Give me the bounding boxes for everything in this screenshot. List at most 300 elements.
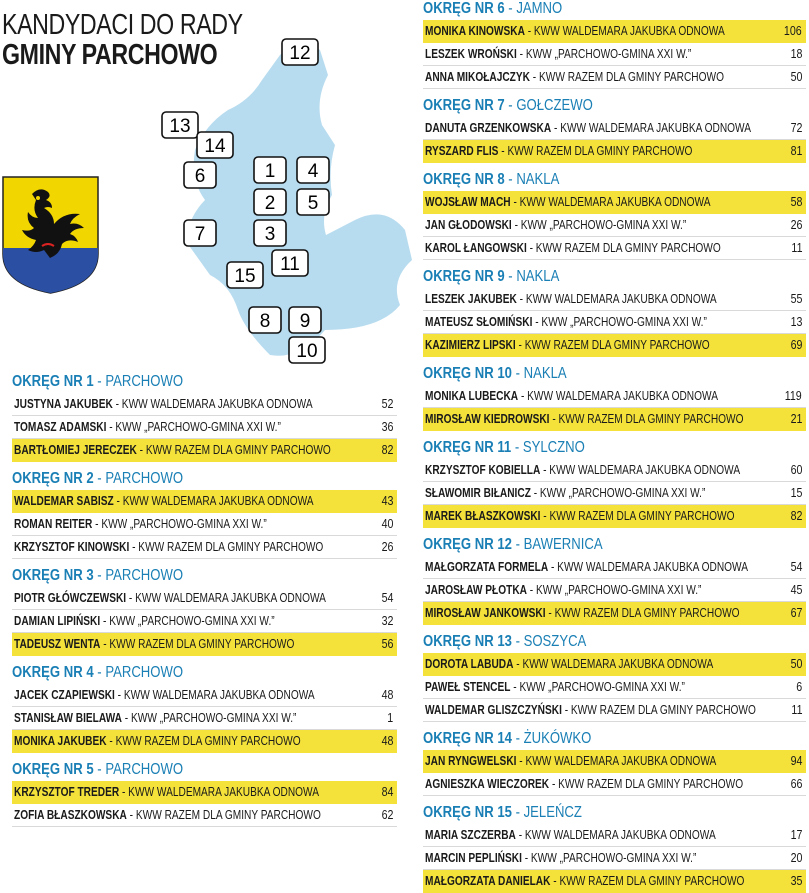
candidate-votes: 17 [790,827,802,842]
svg-text:6: 6 [194,166,206,187]
candidate-committee: KWW WALDEMARA JAKUBKA ODNOWA [557,559,748,574]
candidate-row [423,311,806,334]
candidate-row-winner [423,750,806,773]
map-district-label-8 [249,307,281,333]
candidate-votes: 32 [381,613,393,628]
district-separator: - [93,664,106,681]
candidate-votes: 52 [381,396,393,411]
svg-text:3: 3 [264,224,276,245]
district-number: OKRĘG NR 7 [423,97,505,114]
map-district-label-7 [184,220,216,246]
district-heading [423,169,737,191]
map-district-label-4 [297,157,329,183]
candidate-votes: 81 [790,143,802,158]
svg-text:15: 15 [234,266,256,287]
district-section [423,802,806,893]
candidate-name: MAŁGORZATA DANIELAK [425,873,551,888]
candidate-committee: KWW RAZEM DLA GMINY PARCHOWO [524,337,710,352]
candidate-separator: - [511,217,521,232]
district-separator: - [504,97,517,114]
candidate-votes: 94 [790,753,802,768]
map-district-label-14 [197,132,233,158]
candidate-row [423,579,806,602]
candidate-committee: KWW RAZEM DLA GMINY PARCHOWO [559,873,745,888]
candidate-row-winner [423,870,806,893]
candidate-committee: KWW „PARCHOWO-GMINA XXI W.” [101,516,267,531]
candidate-name: DOROTA LABUDA [425,656,514,671]
candidate-name: MATEUSZ SŁOMIŃSKI [425,314,533,329]
svg-text:4: 4 [307,161,319,182]
district-number: OKRĘG NR 8 [423,171,505,188]
candidate-committee: KWW WALDEMARA JAKUBKA ODNOWA [525,291,717,306]
candidate-votes: 67 [790,605,802,620]
candidate-votes: 72 [790,120,802,135]
candidate-row-winner [423,408,806,431]
candidate-separator: - [521,850,531,865]
candidate-row [12,684,397,707]
candidate-name: ZOFIA BŁASZKOWSKA [14,807,127,822]
district-section [12,759,397,827]
district-section [423,0,806,89]
district-place: BAWERNICA [523,536,603,553]
candidate-row-winner [12,781,397,804]
candidate-name: MIROSŁAW KIEDROWSKI [425,411,550,426]
candidate-votes: 21 [790,411,802,426]
candidate-votes: 54 [381,590,393,605]
candidate-row-winner [12,439,397,462]
candidate-separator: - [549,776,559,791]
candidate-separator: - [545,605,555,620]
candidate-separator: - [561,702,571,717]
district-section [12,468,397,559]
coat-of-arms-icon [2,176,99,294]
left-column [12,365,397,827]
candidate-row [423,676,806,699]
candidate-row [423,214,806,237]
candidate-row-winner [12,490,397,513]
map-district-label-13 [162,112,198,138]
map-district-label-2 [254,189,286,215]
candidate-name: MONIKA LUBECKA [425,388,519,403]
candidate-votes: 82 [381,442,393,457]
map-district-label-1 [254,157,286,183]
district-heading [423,802,737,824]
candidate-separator: - [516,46,526,61]
svg-text:14: 14 [204,136,226,157]
district-place: PARCHOWO [105,664,184,681]
candidate-votes: 13 [790,314,802,329]
candidate-separator: - [516,753,526,768]
candidate-separator: - [136,442,146,457]
candidate-votes: 26 [790,217,802,232]
candidate-name: KRZYSZTOF TREDER [14,784,120,799]
district-section [423,437,806,528]
district-number: OKRĘG NR 12 [423,536,512,553]
candidate-committee: KWW WALDEMARA JAKUBKA ODNOWA [525,753,717,768]
district-place: JELEŃCZ [523,804,582,821]
candidate-row [12,804,397,827]
candidate-committee: KWW „PARCHOWO-GMINA XXI W.” [539,485,706,500]
candidate-committee: KWW RAZEM DLA GMINY PARCHOWO [138,539,324,554]
district-heading [423,437,737,459]
candidate-separator: - [126,590,136,605]
svg-text:2: 2 [264,193,276,214]
candidate-committee: KWW RAZEM DLA GMINY PARCHOWO [535,240,721,255]
candidate-name: PIOTR GŁÓWCZEWSKI [14,590,127,605]
candidate-committee: KWW RAZEM DLA GMINY PARCHOWO [145,442,331,457]
district-place: PARCHOWO [105,567,184,584]
candidate-row-winner [423,20,806,43]
candidate-separator: - [510,679,520,694]
candidate-row-winner [423,653,806,676]
candidate-votes: 62 [381,807,393,822]
district-place: NAKLA [516,171,560,188]
candidate-separator: - [549,411,559,426]
candidate-votes: 1 [387,710,393,725]
candidate-committee: KWW RAZEM DLA GMINY PARCHOWO [507,143,693,158]
candidate-committee: KWW „PARCHOWO-GMINA XXI W.” [541,314,707,329]
map-district-label-11 [272,250,308,276]
district-separator: - [511,730,524,747]
district-heading [423,728,737,750]
candidate-committee: KWW WALDEMARA JAKUBKA ODNOWA [533,23,725,38]
svg-text:12: 12 [289,43,311,64]
candidate-separator: - [518,388,528,403]
candidate-votes: 60 [790,462,802,477]
candidate-committee: KWW RAZEM DLA GMINY PARCHOWO [538,69,724,84]
district-separator: - [511,633,524,650]
candidate-row [423,699,806,722]
district-number: OKRĘG NR 3 [12,567,94,584]
svg-text:1: 1 [264,161,276,182]
candidate-separator: - [92,516,102,531]
candidate-name: KRZYSZTOF KINOWSKI [14,539,130,554]
candidate-name: ROMAN REITER [14,516,93,531]
candidate-row-winner [12,730,397,753]
candidate-committee: KWW WALDEMARA JAKUBKA ODNOWA [128,784,319,799]
candidate-votes: 50 [790,656,802,671]
candidate-separator: - [112,396,122,411]
candidate-name: TADEUSZ WENTA [14,636,101,651]
district-section [423,266,806,357]
candidate-committee: KWW „PARCHOWO-GMINA XXI W.” [109,613,275,628]
candidate-name: WALDEMAR SABISZ [14,493,114,508]
candidate-votes: 11 [790,240,802,255]
candidate-row-winner [423,334,806,357]
svg-text:5: 5 [307,193,319,214]
map-district-label-10 [289,337,325,363]
candidate-row [423,824,806,847]
district-separator: - [93,567,106,584]
district-place: NAKLA [516,268,560,285]
candidate-votes: 11 [790,702,802,717]
candidate-row-winner [423,602,806,625]
district-heading [12,759,328,781]
candidate-name: KAZIMIERZ LIPSKI [425,337,516,352]
candidate-committee: KWW „PARCHOWO-GMINA XXI W.” [535,582,702,597]
candidate-row-winner [423,140,806,163]
candidate-separator: - [498,143,508,158]
district-section [12,662,397,753]
candidate-row [12,536,397,559]
candidate-votes: 40 [381,516,393,531]
district-number: OKRĘG NR 13 [423,633,512,650]
candidate-name: TOMASZ ADAMSKI [14,419,107,434]
district-heading [423,363,737,385]
candidate-name: SŁAWOMIR BIŁANICZ [425,485,531,500]
candidate-row [12,513,397,536]
district-place: SYLCZNO [522,439,585,456]
candidate-votes: 20 [790,850,802,865]
svg-text:8: 8 [259,311,271,332]
map-district-label-3 [254,220,286,246]
candidate-separator: - [510,194,520,209]
candidate-separator: - [113,493,123,508]
candidate-separator: - [540,508,550,523]
map-district-label-6 [184,162,216,188]
candidate-name: STANISŁAW BIELAWA [14,710,122,725]
district-separator: - [504,171,517,188]
candidate-name: JAN RYNGWELSKI [425,753,517,768]
candidate-separator: - [119,784,129,799]
candidate-name: MARCIN PEPLIŃSKI [425,850,522,865]
district-separator: - [504,0,517,17]
candidate-votes: 84 [381,784,393,799]
district-heading [423,534,737,556]
district-section [423,631,806,722]
candidate-votes: 36 [381,419,393,434]
candidate-committee: KWW RAZEM DLA GMINY PARCHOWO [109,636,295,651]
candidate-separator: - [513,656,523,671]
district-section [423,95,806,163]
candidate-votes: 119 [784,388,802,403]
candidate-row [12,587,397,610]
candidate-row-winner [423,191,806,214]
candidate-row [423,117,806,140]
candidate-separator: - [530,485,540,500]
candidate-votes: 58 [790,194,802,209]
candidate-votes: 43 [381,493,393,508]
candidate-name: BARTŁOMIEJ JERECZEK [14,442,137,457]
candidate-votes: 48 [381,687,393,702]
district-place: PARCHOWO [105,373,184,390]
candidate-name: MONIKA JAKUBEK [14,733,107,748]
candidate-separator: - [526,240,536,255]
district-place: ŻUKÓWKO [523,730,592,747]
candidate-votes: 54 [790,559,802,574]
candidate-separator: - [114,687,124,702]
candidate-row [423,847,806,870]
candidate-name: JAROSŁAW PŁOTKA [425,582,527,597]
district-heading [423,631,737,653]
district-number: OKRĘG NR 9 [423,268,505,285]
district-section [423,363,806,431]
district-place: NAKLA [523,365,567,382]
candidate-row [423,482,806,505]
candidate-name: KRZYSZTOF KOBIELLA [425,462,541,477]
district-place: PARCHOWO [105,761,184,778]
candidate-votes: 82 [790,508,802,523]
district-number: OKRĘG NR 15 [423,804,512,821]
svg-text:11: 11 [280,254,300,275]
candidate-row [423,237,806,260]
candidate-row [12,393,397,416]
candidate-votes: 50 [790,69,802,84]
candidate-votes: 6 [796,679,802,694]
candidate-row-winner [12,633,397,656]
title-line-1: KANDYDACI DO RADY [2,9,243,41]
district-number: OKRĘG NR 14 [423,730,512,747]
district-separator: - [511,365,524,382]
candidate-votes: 69 [790,337,802,352]
candidate-committee: KWW WALDEMARA JAKUBKA ODNOWA [519,194,711,209]
candidate-committee: KWW WALDEMARA JAKUBKA ODNOWA [524,827,716,842]
district-number: OKRĘG NR 6 [423,0,505,17]
candidate-committee: KWW „PARCHOWO-GMINA XXI W.” [115,419,281,434]
candidate-row [12,416,397,439]
district-separator: - [504,268,517,285]
district-number: OKRĘG NR 1 [12,373,94,390]
candidate-committee: KWW WALDEMARA JAKUBKA ODNOWA [527,388,718,403]
candidate-row [423,385,806,408]
candidate-separator: - [100,613,110,628]
district-heading [423,0,737,20]
candidate-separator: - [524,23,534,38]
candidate-name: MONIKA KINOWSKA [425,23,525,38]
candidate-committee: KWW RAZEM DLA GMINY PARCHOWO [554,605,740,620]
candidate-row-winner [423,505,806,528]
district-section [423,728,806,796]
district-separator: - [93,761,106,778]
district-number: OKRĘG NR 11 [423,439,512,456]
candidate-name: MAŁGORZATA FORMELA [425,559,549,574]
candidate-committee: KWW RAZEM DLA GMINY PARCHOWO [558,776,744,791]
candidate-votes: 55 [790,291,802,306]
district-separator: - [511,536,524,553]
svg-text:10: 10 [296,341,318,362]
candidate-separator: - [100,636,110,651]
candidate-separator: - [529,69,539,84]
candidate-committee: KWW „PARCHOWO-GMINA XXI W.” [520,217,687,232]
candidate-name: ANNA MIKOŁAJCZYK [425,69,530,84]
district-map [150,30,420,375]
map-district-label-9 [289,307,321,333]
candidate-votes: 106 [784,23,802,38]
candidate-votes: 18 [790,46,802,61]
candidate-votes: 48 [381,733,393,748]
candidate-name: JAN GŁODOWSKI [425,217,512,232]
district-place: GOŁCZEWO [516,97,593,114]
svg-text:13: 13 [169,116,191,137]
candidate-separator: - [106,419,116,434]
candidate-separator: - [548,559,558,574]
district-number: OKRĘG NR 4 [12,664,94,681]
candidate-committee: KWW WALDEMARA JAKUBKA ODNOWA [560,120,752,135]
candidate-name: JUSTYNA JAKUBEK [14,396,113,411]
candidate-name: LESZEK WROŃSKI [425,46,517,61]
candidate-votes: 66 [790,776,802,791]
candidate-committee: KWW „PARCHOWO-GMINA XXI W.” [131,710,297,725]
district-place: SOSZYCA [523,633,587,650]
district-heading [12,565,328,587]
district-number: OKRĘG NR 2 [12,470,94,487]
candidate-name: MAREK BŁASZKOWSKI [425,508,541,523]
district-section [12,371,397,462]
candidate-committee: KWW WALDEMARA JAKUBKA ODNOWA [121,396,313,411]
candidate-committee: KWW „PARCHOWO-GMINA XXI W.” [519,679,685,694]
candidate-name: WOJSŁAW MACH [425,194,511,209]
district-separator: - [93,373,106,390]
candidate-separator: - [121,710,131,725]
candidate-committee: KWW „PARCHOWO-GMINA XXI W.” [530,850,697,865]
district-heading [12,468,328,490]
map-district-label-15 [227,262,263,288]
district-heading [423,95,737,117]
candidate-committee: KWW WALDEMARA JAKUBKA ODNOWA [549,462,741,477]
candidate-committee: KWW RAZEM DLA GMINY PARCHOWO [570,702,756,717]
candidate-votes: 26 [381,539,393,554]
candidate-separator: - [129,539,139,554]
candidate-committee: KWW WALDEMARA JAKUBKA ODNOWA [122,493,314,508]
candidate-votes: 35 [790,873,802,888]
district-heading [423,266,737,288]
district-place: JAMNO [516,0,563,17]
candidate-votes: 45 [790,582,802,597]
map-district-label-12 [282,39,318,65]
candidate-name: KAROL ŁANGOWSKI [425,240,527,255]
svg-text:7: 7 [194,224,206,245]
candidate-committee: KWW „PARCHOWO-GMINA XXI W.” [525,46,692,61]
candidate-committee: KWW RAZEM DLA GMINY PARCHOWO [558,411,744,426]
candidate-committee: KWW RAZEM DLA GMINY PARCHOWO [549,508,735,523]
candidate-votes: 15 [790,485,802,500]
candidate-committee: KWW RAZEM DLA GMINY PARCHOWO [135,807,321,822]
candidate-separator: - [551,120,561,135]
candidate-separator: - [515,827,525,842]
candidate-row [423,43,806,66]
candidate-committee: KWW RAZEM DLA GMINY PARCHOWO [115,733,301,748]
candidate-separator: - [526,582,536,597]
candidate-row [12,707,397,730]
district-section [423,169,806,260]
candidate-name: AGNIESZKA WIECZOREK [425,776,550,791]
candidate-separator: - [515,337,525,352]
district-separator: - [511,804,524,821]
candidate-separator: - [550,873,560,888]
candidate-name: LESZEK JAKUBEK [425,291,517,306]
candidate-votes: 56 [381,636,393,651]
svg-text:9: 9 [299,311,311,332]
candidate-name: WALDEMAR GLISZCZYŃSKI [425,702,562,717]
candidate-committee: KWW WALDEMARA JAKUBKA ODNOWA [522,656,714,671]
district-heading [12,371,328,393]
candidate-row [423,66,806,89]
map-district-label-5 [297,189,329,215]
candidate-name: PAWEŁ STENCEL [425,679,511,694]
candidate-separator: - [532,314,542,329]
candidate-committee: KWW WALDEMARA JAKUBKA ODNOWA [123,687,315,702]
candidate-name: JACEK CZAPIEWSKI [14,687,115,702]
candidate-separator: - [540,462,550,477]
district-heading [12,662,328,684]
candidate-name: DAMIAN LIPIŃSKI [14,613,101,628]
candidate-name: DANUTA GRZENKOWSKA [425,120,552,135]
district-section [12,565,397,656]
candidate-row [423,556,806,579]
candidate-separator: - [516,291,526,306]
candidate-row [423,773,806,796]
candidate-row [423,288,806,311]
